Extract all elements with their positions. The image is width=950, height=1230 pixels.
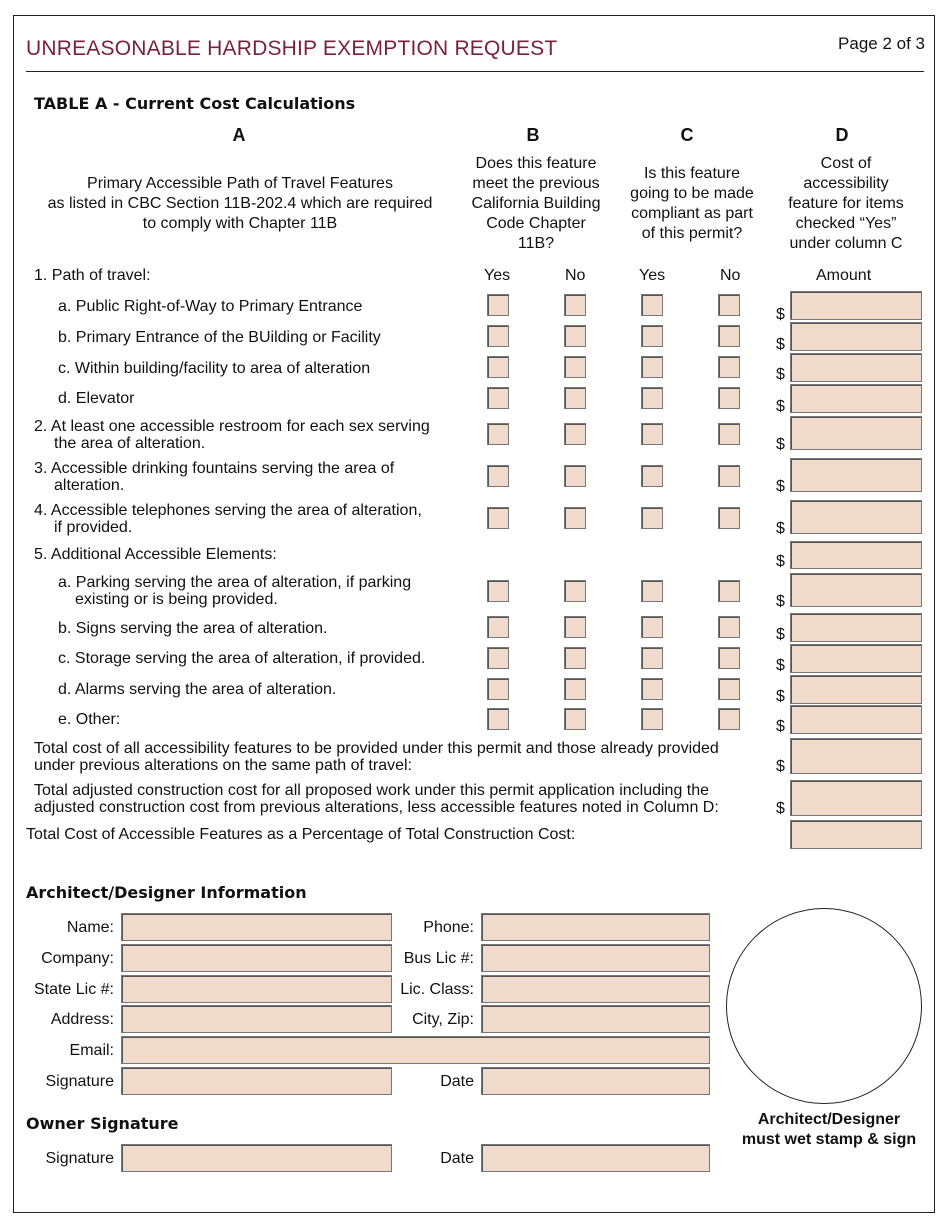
stamp-caption: Architect/Designer must wet stamp & sign: [741, 1111, 917, 1148]
row-4-amount-field[interactable]: [790, 500, 922, 534]
row-1d-label: d. Elevator: [58, 390, 135, 407]
row-1b-b-yes-checkbox[interactable]: [487, 325, 509, 347]
row-1a-label: a. Public Right-of-Way to Primary Entrance: [58, 298, 363, 315]
row-1b-label: b. Primary Entrance of the BUilding or Facility: [58, 329, 381, 346]
row-5c-c-yes-checkbox[interactable]: [641, 647, 663, 669]
row-2-c-no-checkbox[interactable]: [718, 423, 740, 445]
total-construction-label: Total adjusted construction cost for all proposed work under this permit application including the adjusted construction cost from previous alterations, less accessible features noted in Column D:: [34, 782, 719, 816]
company-field[interactable]: [121, 944, 392, 972]
row-5-amount-field[interactable]: [790, 541, 922, 569]
row-5d-b-yes-checkbox[interactable]: [487, 678, 509, 700]
row-1b-c-yes-checkbox[interactable]: [641, 325, 663, 347]
dollar-sign: $: [776, 758, 785, 775]
name-field[interactable]: [121, 913, 392, 941]
row-1a-b-yes-checkbox[interactable]: [487, 294, 509, 316]
name-label: Name:: [66, 919, 114, 936]
lic-class-label: Lic. Class:: [400, 981, 474, 998]
row-2-label: 2. At least one accessible restroom for each sex serving the area of alteration.: [34, 418, 430, 452]
row-1c-b-no-checkbox[interactable]: [564, 356, 586, 378]
column-b-description: Does this feature meet the previous California Building Code Chapter 11B?: [471, 155, 601, 252]
column-c-description: Is this feature going to be made compliant as part of this permit?: [630, 165, 754, 242]
architect-heading: Architect/Designer Information: [26, 883, 307, 902]
dollar-sign: $: [776, 520, 785, 537]
col-b-yes-header: Yes: [484, 267, 511, 284]
title-rule: [26, 71, 924, 72]
owner-date-label: Date: [440, 1150, 474, 1167]
row-5b-b-yes-checkbox[interactable]: [487, 616, 509, 638]
owner-signature-label: Signature: [45, 1150, 114, 1167]
dollar-sign: $: [776, 626, 785, 643]
row-5b-c-yes-checkbox[interactable]: [641, 616, 663, 638]
dollar-sign: $: [776, 593, 785, 610]
row-5e-label: e. Other:: [58, 711, 121, 728]
dollar-sign: $: [776, 718, 785, 735]
row-5c-label: c. Storage serving the area of alteration, if provided.: [58, 650, 426, 667]
row-4-b-yes-checkbox[interactable]: [487, 507, 509, 529]
row-1c-label: c. Within building/facility to area of alteration: [58, 360, 371, 377]
row-5d-c-yes-checkbox[interactable]: [641, 678, 663, 700]
state-lic-field[interactable]: [121, 975, 392, 1003]
row-2-b-yes-checkbox[interactable]: [487, 423, 509, 445]
row-5d-b-no-checkbox[interactable]: [564, 678, 586, 700]
row-3-b-yes-checkbox[interactable]: [487, 465, 509, 487]
row-5a-b-no-checkbox[interactable]: [564, 580, 586, 602]
state-lic-label: State Lic #:: [33, 981, 114, 998]
dollar-sign: $: [776, 436, 785, 453]
column-c-letter: C: [680, 125, 694, 145]
row-1b-amount-field[interactable]: [790, 322, 922, 351]
row-5c-c-no-checkbox[interactable]: [718, 647, 740, 669]
row-4-c-no-checkbox[interactable]: [718, 507, 740, 529]
row-5a-amount-field[interactable]: [790, 573, 922, 607]
email-field[interactable]: [121, 1036, 710, 1064]
address-field[interactable]: [121, 1005, 392, 1033]
row-5a-b-yes-checkbox[interactable]: [487, 580, 509, 602]
row-1d-b-yes-checkbox[interactable]: [487, 387, 509, 409]
row-1a-amount-field[interactable]: [790, 291, 922, 320]
bus-lic-field[interactable]: [481, 944, 710, 972]
row-3-c-yes-checkbox[interactable]: [641, 465, 663, 487]
wet-stamp-circle: [726, 908, 922, 1104]
row-5b-c-no-checkbox[interactable]: [718, 616, 740, 638]
row-3-c-no-checkbox[interactable]: [718, 465, 740, 487]
row-5-label: 5. Additional Accessible Elements:: [34, 546, 277, 563]
row-4-c-yes-checkbox[interactable]: [641, 507, 663, 529]
total-accessibility-amount-field[interactable]: [790, 738, 922, 774]
row-5e-amount-field[interactable]: [790, 705, 922, 734]
row-1b-c-no-checkbox[interactable]: [718, 325, 740, 347]
percentage-label: Total Cost of Accessible Features as a Percentage of Total Construction Cost:: [26, 826, 576, 843]
email-label: Email:: [69, 1042, 114, 1059]
row-5d-amount-field[interactable]: [790, 675, 922, 704]
row-1c-c-yes-checkbox[interactable]: [641, 356, 663, 378]
dollar-sign: $: [776, 336, 785, 353]
row-1c-amount-field[interactable]: [790, 353, 922, 382]
city-zip-field[interactable]: [481, 1005, 710, 1033]
row-5e-b-no-checkbox[interactable]: [564, 708, 586, 730]
row-1a-c-no-checkbox[interactable]: [718, 294, 740, 316]
bus-lic-label: Bus Lic #:: [403, 950, 474, 967]
col-d-amount-header: Amount: [816, 267, 872, 284]
row-5a-c-no-checkbox[interactable]: [718, 580, 740, 602]
row-1a-b-no-checkbox[interactable]: [564, 294, 586, 316]
architect-date-label: Date: [440, 1073, 474, 1090]
dollar-sign: $: [776, 657, 785, 674]
lic-class-field[interactable]: [481, 975, 710, 1003]
row-5b-b-no-checkbox[interactable]: [564, 616, 586, 638]
percentage-field[interactable]: [790, 820, 922, 849]
row-3-amount-field[interactable]: [790, 458, 922, 492]
row-5b-amount-field[interactable]: [790, 613, 922, 642]
phone-label: Phone:: [423, 919, 474, 936]
owner-signature-field[interactable]: [121, 1144, 392, 1172]
row-5a-label: a. Parking serving the area of alteration, if parking existing or is being provided.: [58, 574, 412, 608]
architect-signature-label: Signature: [45, 1073, 114, 1090]
row-1d-c-no-checkbox[interactable]: [718, 387, 740, 409]
row-2-amount-field[interactable]: [790, 416, 922, 450]
row-5c-amount-field[interactable]: [790, 644, 922, 673]
company-label: Company:: [41, 950, 114, 967]
col-b-no-header: No: [565, 267, 586, 284]
row-1d-b-no-checkbox[interactable]: [564, 387, 586, 409]
column-a-description: Primary Accessible Path of Travel Features as listed in CBC Section 11B-202.4 which are required to comply with Chapter 11B: [47, 175, 433, 232]
row-1b-b-no-checkbox[interactable]: [564, 325, 586, 347]
phone-field[interactable]: [481, 913, 710, 941]
row-5e-b-yes-checkbox[interactable]: [487, 708, 509, 730]
row-5d-c-no-checkbox[interactable]: [718, 678, 740, 700]
row-3-label: 3. Accessible drinking fountains serving the area of alteration.: [34, 460, 395, 494]
total-construction-amount-field[interactable]: [790, 780, 922, 816]
column-d-letter: D: [835, 125, 849, 145]
row-5e-c-no-checkbox[interactable]: [718, 708, 740, 730]
owner-heading: Owner Signature: [26, 1114, 179, 1133]
city-zip-label: City, Zip:: [412, 1011, 474, 1028]
row-5b-label: b. Signs serving the area of alteration.: [58, 620, 328, 637]
row-5d-label: d. Alarms serving the area of alteration.: [58, 681, 337, 698]
row-5a-c-yes-checkbox[interactable]: [641, 580, 663, 602]
col-c-yes-header: Yes: [639, 267, 666, 284]
row-4-b-no-checkbox[interactable]: [564, 507, 586, 529]
row-1c-c-no-checkbox[interactable]: [718, 356, 740, 378]
column-a-letter: A: [232, 125, 246, 145]
row-1d-c-yes-checkbox[interactable]: [641, 387, 663, 409]
dollar-sign: $: [776, 398, 785, 415]
row-3-b-no-checkbox[interactable]: [564, 465, 586, 487]
dollar-sign: $: [776, 553, 785, 570]
architect-date-field[interactable]: [481, 1067, 710, 1095]
column-b-letter: B: [526, 125, 540, 145]
dollar-sign: $: [776, 366, 785, 383]
dollar-sign: $: [776, 306, 785, 323]
total-accessibility-label: Total cost of all accessibility features to be provided under this permit and those already provided under previous alterations on the same path of travel:: [34, 740, 719, 774]
row-path-of-travel-label: 1. Path of travel:: [34, 267, 151, 284]
row-1a-c-yes-checkbox[interactable]: [641, 294, 663, 316]
dollar-sign: $: [776, 800, 785, 817]
owner-date-field[interactable]: [481, 1144, 710, 1172]
row-2-c-yes-checkbox[interactable]: [641, 423, 663, 445]
row-4-label: 4. Accessible telephones serving the area of alteration, if provided.: [34, 502, 422, 536]
column-d-description: Cost of accessibility feature for items checked “Yes” under column C: [788, 155, 904, 252]
table-a-heading: TABLE A - Current Cost Calculations: [34, 94, 356, 113]
row-5e-c-yes-checkbox[interactable]: [641, 708, 663, 730]
row-5c-b-yes-checkbox[interactable]: [487, 647, 509, 669]
row-1d-amount-field[interactable]: [790, 384, 922, 413]
form-title: UNREASONABLE HARDSHIP EXEMPTION REQUEST: [26, 37, 558, 60]
architect-signature-field[interactable]: [121, 1067, 392, 1095]
row-5c-b-no-checkbox[interactable]: [564, 647, 586, 669]
row-1c-b-yes-checkbox[interactable]: [487, 356, 509, 378]
page-number: Page 2 of 3: [838, 34, 925, 53]
dollar-sign: $: [776, 688, 785, 705]
col-c-no-header: No: [720, 267, 741, 284]
row-2-b-no-checkbox[interactable]: [564, 423, 586, 445]
dollar-sign: $: [776, 478, 785, 495]
address-label: Address:: [50, 1011, 114, 1028]
